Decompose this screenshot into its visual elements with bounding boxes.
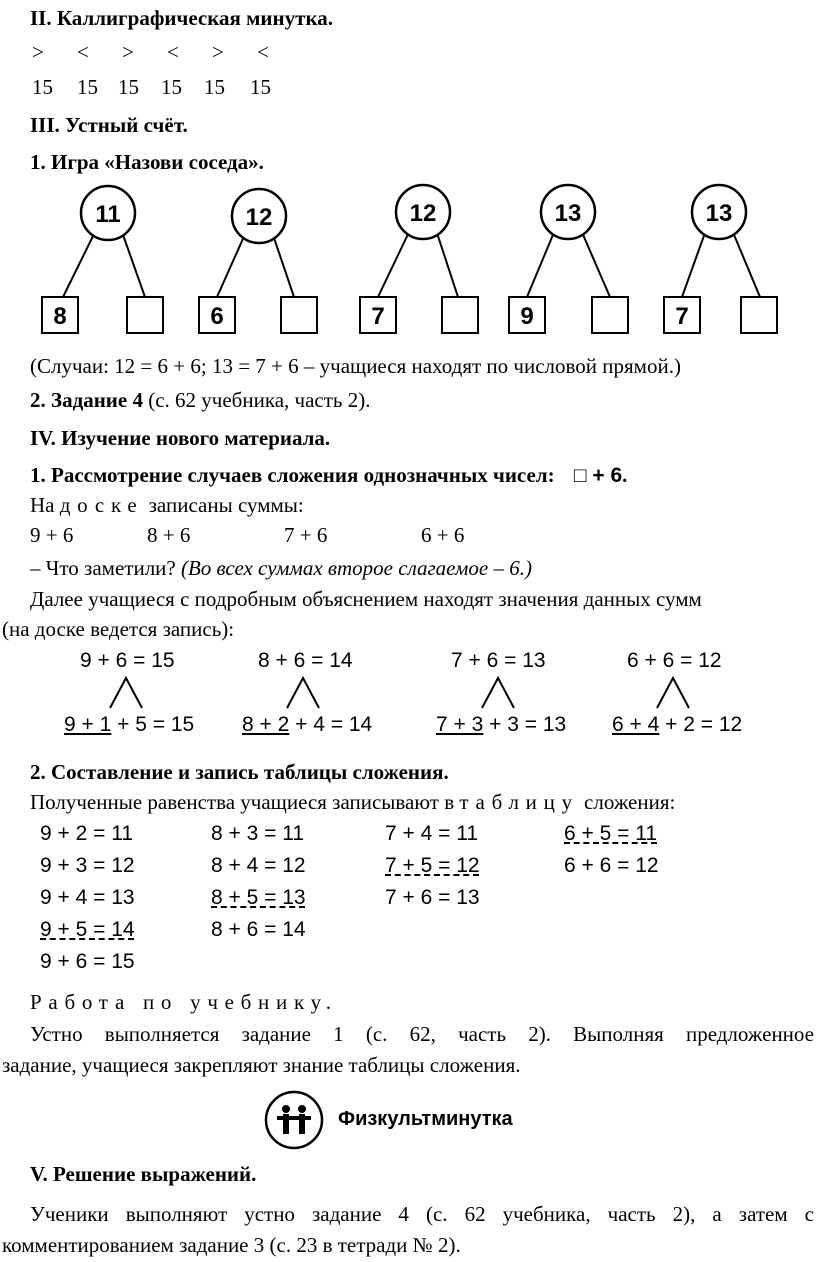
calligraphy-numbers-row: [0, 75, 816, 99]
explain-line-1: Далее учащиеся с подробным объяснением находят значения данных сумм: [30, 587, 702, 611]
caret: [657, 678, 689, 708]
left-number: 7: [675, 303, 689, 330]
new-material-heading: IV. Изучение нового материала.: [30, 426, 331, 450]
question-line: [30, 556, 532, 580]
board-intro-end: записаны суммы:: [148, 493, 304, 517]
tree-top-number: 12: [409, 200, 437, 227]
tree-1: [42, 186, 163, 333]
tree-top-number: 11: [95, 201, 121, 228]
number: 15: [32, 75, 53, 99]
question: – Что заметили?: [30, 556, 176, 580]
sum: 9 + 6: [30, 523, 74, 547]
tree-top-number: 12: [245, 204, 273, 231]
physminute-block: [262, 1088, 562, 1152]
table-entry: 8 + 6 = 14: [211, 918, 306, 941]
table-column: [385, 818, 480, 914]
left-number: 8: [53, 303, 67, 330]
decomp-result: 8 + 6 = 14: [258, 649, 353, 672]
physminute-label: Физкультминутка: [338, 1108, 513, 1130]
table-entry-highlighted: 8 + 5 = 13: [211, 886, 306, 909]
table-entry-highlighted: 6 + 5 = 11: [564, 822, 658, 845]
decomp-rest: + 4 = 14: [289, 713, 373, 736]
empty-box: [592, 297, 628, 333]
oral-task-line-2: задание, учащиеся закрепляют знание таблицы сложения.: [2, 1053, 521, 1077]
sub1-dot: .: [622, 463, 628, 487]
task-4-ref: (с. 62 учебника, часть 2).: [142, 388, 371, 412]
table-entry: 9 + 3 = 12: [40, 854, 135, 877]
tree-4: [509, 185, 628, 333]
oral-heading: III. Устный счёт.: [30, 113, 188, 137]
table-entry-highlighted: 9 + 5 = 14: [40, 918, 135, 941]
decomp-result: 7 + 6 = 13: [451, 649, 546, 672]
board-intro: [30, 493, 304, 517]
task-4-line: [30, 388, 371, 412]
textbook-work: Работа по учебнику.: [30, 990, 338, 1014]
sign: >: [122, 40, 134, 64]
board-spaced-word: доске: [59, 493, 144, 517]
cases-note: (Случаи: 12 = 6 + 6; 13 = 7 + 6 – учащиеся находят по числовой прямой.): [30, 354, 681, 378]
calligraphy-signs-row: [0, 40, 816, 64]
decomp-first: 6 + 4: [612, 713, 660, 736]
left-number: 7: [371, 303, 385, 330]
decomp-first: 9 + 1: [64, 713, 112, 736]
number: 15: [250, 75, 271, 99]
decomp-carets: [0, 674, 816, 710]
empty-box: [741, 297, 777, 333]
people-icon: [262, 1088, 326, 1152]
left-number: 6: [210, 303, 224, 330]
game-heading: 1. Игра «Назови соседа».: [30, 150, 264, 174]
sub1-text: 1. Рассмотрение случаев сложения однозначных чисел:: [30, 463, 555, 487]
decomp-result: 6 + 6 = 12: [627, 649, 722, 672]
table-entry: 7 + 6 = 13: [385, 886, 480, 909]
expressions-heading: V. Решение выражений.: [30, 1162, 257, 1186]
answer: (Во всех суммах второе слагаемое – 6.): [180, 556, 532, 580]
sum: 7 + 6: [284, 523, 328, 547]
empty-box: [442, 297, 478, 333]
sums-row: [0, 523, 816, 547]
table-entry: 9 + 6 = 15: [40, 950, 135, 973]
table-intro-end: сложения:: [584, 790, 676, 814]
task-4-label: 2. Задание 4: [30, 388, 143, 412]
sign: >: [32, 40, 44, 64]
sub2-heading: 2. Составление и запись таблицы сложения.: [30, 760, 449, 784]
decomp-rest: + 3 = 13: [483, 713, 567, 736]
sign: <: [167, 40, 179, 64]
decomp-first: 7 + 3: [436, 713, 484, 736]
sign: <: [257, 40, 269, 64]
number: 15: [77, 75, 98, 99]
sign: <: [77, 40, 89, 64]
decomp-line: [436, 712, 566, 738]
explain-line-2: (на доске ведется запись):: [2, 617, 235, 641]
tree-2: [199, 189, 317, 333]
table-entry: 9 + 4 = 13: [40, 886, 135, 909]
decomp-result: 9 + 6 = 15: [80, 649, 175, 672]
decomp-first: 8 + 2: [242, 713, 290, 736]
sub1-heading: [30, 463, 627, 488]
tree-3: [360, 185, 478, 333]
table-entry: 8 + 4 = 12: [211, 854, 306, 877]
decomp-rest: + 2 = 12: [659, 713, 743, 736]
decomp-rest: + 5 = 15: [111, 713, 195, 736]
caret: [110, 678, 142, 708]
tree-top-number: 13: [554, 200, 582, 227]
addition-table: [0, 818, 816, 978]
empty-box: [281, 297, 317, 333]
oral-task-line-1: Устно выполняется задание 1 (с. 62, часть 2). Выполняя предложенное: [30, 1022, 814, 1046]
table-entry: 6 + 6 = 12: [564, 854, 659, 877]
board-intro-start: На: [30, 493, 55, 517]
sum: 6 + 6: [421, 523, 465, 547]
empty-box: [127, 297, 163, 333]
table-column: [211, 818, 306, 946]
neighbor-trees-figure: [0, 180, 816, 345]
table-entry: 7 + 4 = 11: [385, 822, 479, 845]
number: 15: [161, 75, 182, 99]
tree-5: [664, 185, 777, 333]
expressions-text-1: Ученики выполняют устно задание 4 (с. 62 учебника, часть 2), а затем с: [30, 1202, 814, 1226]
table-spaced-word: таблицу: [459, 790, 579, 814]
expressions-text-2: комментированием задание 3 (с. 23 в тетради № 2).: [2, 1233, 461, 1257]
table-entry: 9 + 2 = 11: [40, 822, 134, 845]
calligraphy-heading: II. Каллиграфическая минутка.: [30, 6, 333, 30]
number: 15: [118, 75, 139, 99]
decomp-line: [612, 712, 742, 738]
decomp-line: [64, 712, 194, 738]
sub1-formula: □ + 6: [573, 464, 623, 487]
decomposition-figure: [0, 648, 816, 748]
left-number: 9: [520, 303, 534, 330]
number: 15: [204, 75, 225, 99]
table-intro: [30, 790, 675, 814]
table-entry-highlighted: 7 + 5 = 12: [385, 854, 480, 877]
decomp-line: [242, 712, 372, 738]
table-column: [564, 818, 659, 882]
caret: [287, 678, 319, 708]
table-column: [40, 818, 135, 978]
caret: [482, 678, 514, 708]
sign: >: [212, 40, 224, 64]
tree-top-number: 13: [705, 200, 733, 227]
table-entry: 8 + 3 = 11: [211, 822, 305, 845]
table-intro-start: Полученные равенства учащиеся записывают в: [30, 790, 455, 814]
sum: 8 + 6: [147, 523, 191, 547]
